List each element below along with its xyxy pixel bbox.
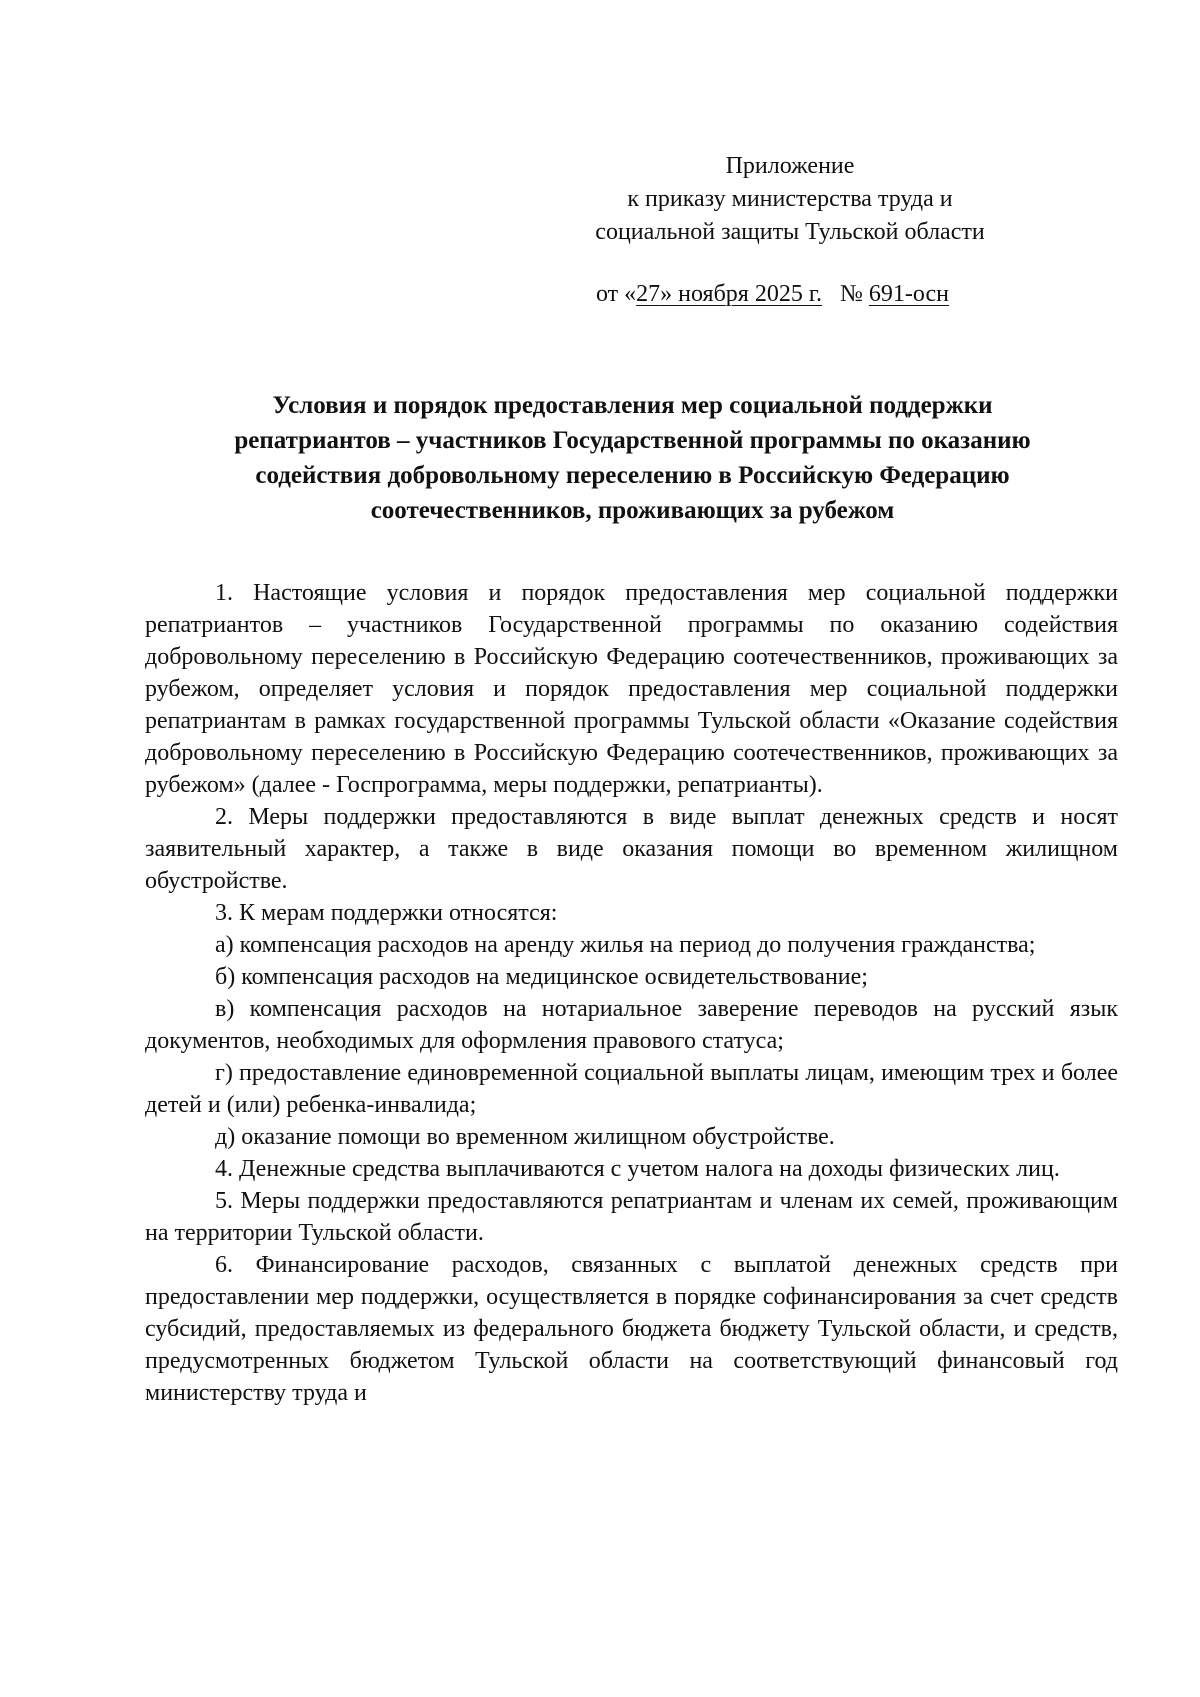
list-item-d: г) предоставление единовременной социальной выплаты лицам, имеющим трех и более детей и (или) ребенка-инвалида; [145, 1060, 1118, 1118]
list-item-e: д) оказание помощи во временном жилищном обустройстве. [215, 1124, 835, 1150]
order-number: 691-осн [868, 281, 949, 307]
title-line: содействия добровольному переселению в Российскую Федерацию [255, 462, 1010, 489]
document-body [145, 577, 1118, 1409]
title-line: Условия и порядок предоставления мер социальной поддержки [272, 392, 993, 419]
paragraph-2: 2. Меры поддержки предоставляются в виде выплат денежных средств и носят заявительный характер, а также в виде оказания помощи во временном жилищном обустройстве. [145, 804, 1118, 894]
document-title [145, 388, 1120, 528]
order-prefix: от « [596, 281, 637, 307]
order-date-number [596, 278, 949, 311]
appendix-header [540, 150, 1040, 249]
paragraph-6: 6. Финансирование расходов, связанных с выплатой денежных средств при предоставлении мер поддержки, осуществляется в порядке софинансирования за счет средств субсидий, предоставляемых из федерального бюджета бюджету Тульской области, и средств, предусмотренных бюджетом Тульской области на соответствующий финансовый год министерству труда и [145, 1252, 1118, 1406]
paragraph-5: 5. Меры поддержки предоставляются репатриантам и членам их семей, проживающим на территории Тульской области. [145, 1188, 1118, 1246]
order-day: 27 [636, 281, 661, 307]
list-item-c: в) компенсация расходов на нотариальное заверение переводов на русский язык документов, необходимых для оформления правового статуса; [145, 996, 1118, 1054]
order-date [636, 281, 822, 307]
list-item-a: а) компенсация расходов на аренду жилья на период до получения гражданства; [215, 932, 1036, 958]
appendix-reference-line-1: к приказу министерства труда и [627, 186, 953, 212]
title-line: соотечественников, проживающих за рубежом [370, 497, 895, 524]
order-number-label: № [839, 281, 863, 307]
paragraph-4: 4. Денежные средства выплачиваются с учетом налога на доходы физических лиц. [215, 1156, 1060, 1182]
order-date-rest: » ноября 2025 г. [660, 281, 822, 307]
list-item-b: б) компенсация расходов на медицинское освидетельствование; [215, 964, 868, 990]
appendix-title: Приложение [725, 153, 855, 179]
appendix-reference-line-2: социальной защиты Тульской области [595, 219, 985, 245]
title-line: репатриантов – участников Государственной программы по оказанию [234, 427, 1031, 454]
paragraph-3: 3. К мерам поддержки относятся: [215, 900, 558, 926]
paragraph-1: 1. Настоящие условия и порядок предоставления мер социальной поддержки репатриантов – участников Государственной программы по оказанию содействия добровольному переселению в Российскую Федерацию соотечественников, проживающих за рубежом, определяет условия и порядок предоставления мер социальной поддержки репатриантам в рамках государственной программы Тульской области «Оказание содействия добровольному переселению в Российскую Федерацию соотечественников, проживающих за рубежом» (далее - Госпрограмма, меры поддержки, репатрианты). [145, 580, 1118, 798]
